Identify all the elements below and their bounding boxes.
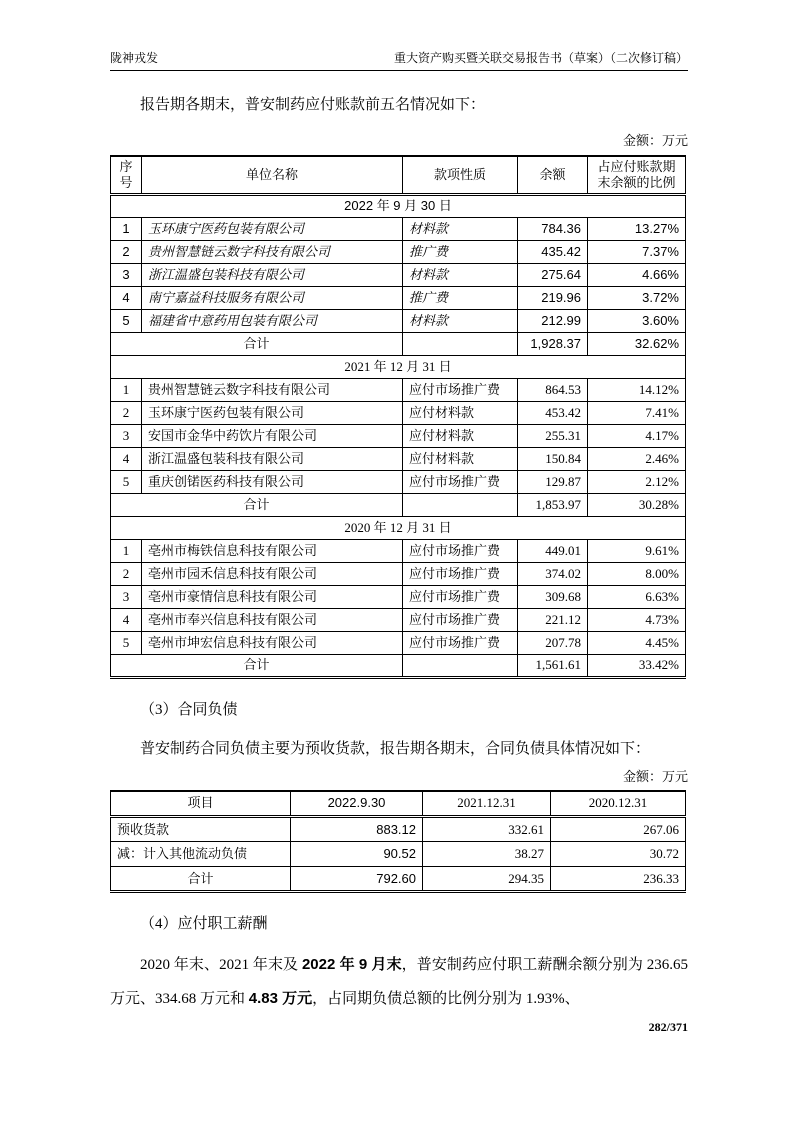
cell-seq: 4	[111, 608, 142, 631]
cell-company-name: 玉环康宁医药包装有限公司	[142, 401, 403, 424]
table-row	[111, 424, 686, 447]
intro-paragraph: 报告期各期末，普安制药应付账款前五名情况如下：	[140, 97, 486, 113]
total-label: 合计	[111, 867, 291, 892]
amount-unit-label-2: 金额：万元	[622, 768, 688, 784]
salary-bold-segment-date: 2022 年 9 月末	[301, 956, 402, 973]
cell-company-name: 安国市金华中药饮片有限公司	[142, 424, 403, 447]
cell-seq: 5	[111, 470, 142, 493]
cell-ratio: 2.12%	[588, 470, 686, 493]
cell-payment-nature: 应付材料款	[403, 401, 518, 424]
table-row	[111, 470, 686, 493]
cell-seq: 1	[111, 539, 142, 562]
cell-payment-nature: 材料款	[403, 309, 518, 332]
cell-balance: 435.42	[518, 240, 588, 263]
table-row	[111, 539, 686, 562]
cell-seq: 2	[111, 240, 142, 263]
cell-payment-nature: 应付市场推广费	[403, 562, 518, 585]
col-header-company: 单位名称	[142, 156, 403, 194]
cell-ratio: 4.45%	[588, 631, 686, 654]
table-row	[111, 286, 686, 309]
cell-company-name: 福建省中意药用包装有限公司	[142, 309, 403, 332]
section-4-heading: （4）应付职工薪酬	[140, 916, 268, 932]
running-header	[110, 50, 688, 71]
cell-company-name: 贵州智慧链云数字科技有限公司	[142, 378, 403, 401]
cell-payment-nature: 应付市场推广费	[403, 585, 518, 608]
table-header-row	[111, 791, 686, 817]
total-2022-value: 792.60	[291, 867, 423, 892]
cell-balance: 219.96	[518, 286, 588, 309]
col-header-item: 项目	[111, 791, 291, 817]
table-row	[111, 378, 686, 401]
cell-balance: 221.12	[518, 608, 588, 631]
cell-payment-nature: 应付材料款	[403, 447, 518, 470]
section-date-row-2020	[111, 516, 686, 539]
cell-company-name: 亳州市梅铁信息科技有限公司	[142, 539, 403, 562]
contract-liabilities-table	[110, 790, 686, 894]
cell-company-name: 重庆创锘医药科技有限公司	[142, 470, 403, 493]
cell-ratio: 4.66%	[588, 263, 686, 286]
cell-company-name: 亳州市奉兴信息科技有限公司	[142, 608, 403, 631]
cell-item-label: 减：计入其他流动负债	[111, 842, 291, 867]
col-header-2022-09-30: 2022.9.30	[291, 791, 423, 817]
cell-balance: 449.01	[518, 539, 588, 562]
cell-balance: 212.99	[518, 309, 588, 332]
cell-seq: 4	[111, 447, 142, 470]
section-date-row-2022	[111, 194, 686, 217]
salary-text-segment: ，普安制药应付职工薪酬余额分别为 236.65 万元、334.68 万元和	[110, 957, 688, 1007]
cell-payment-nature: 推广费	[403, 286, 518, 309]
total-ratio: 30.28%	[588, 493, 686, 516]
cell-ratio: 7.41%	[588, 401, 686, 424]
amount-unit-label-1: 金额：万元	[622, 133, 688, 148]
cell-ratio: 3.72%	[588, 286, 686, 309]
cell-company-name: 浙江温盛包装科技有限公司	[142, 263, 403, 286]
salary-bold-segment-amount: 4.83 万元	[248, 990, 313, 1007]
total-row-2021	[111, 493, 686, 516]
cell-balance: 150.84	[518, 447, 588, 470]
table-row	[111, 240, 686, 263]
cell-ratio: 4.73%	[588, 608, 686, 631]
section-date-2021: 2021 年 12 月 31 日	[111, 355, 686, 378]
section-3-heading: （3）合同负债	[140, 701, 238, 718]
cell-balance: 864.53	[518, 378, 588, 401]
cell-ratio: 3.60%	[588, 309, 686, 332]
cell-seq: 2	[111, 562, 142, 585]
cell-seq: 5	[111, 631, 142, 654]
total-balance: 1,561.61	[518, 654, 588, 677]
table-row	[111, 401, 686, 424]
table-row	[111, 842, 686, 867]
cell-company-name: 亳州市园禾信息科技有限公司	[142, 562, 403, 585]
section-date-2020: 2020 年 12 月 31 日	[111, 516, 686, 539]
cell-company-name: 亳州市坤宏信息科技有限公司	[142, 631, 403, 654]
cell-2021-value: 38.27	[423, 842, 551, 867]
cell-2022-value: 90.52	[291, 842, 423, 867]
table-row	[111, 263, 686, 286]
cell-ratio: 6.63%	[588, 585, 686, 608]
col-header-ratio: 占应付账款期末余额的比例	[588, 156, 686, 194]
cell-ratio: 4.17%	[588, 424, 686, 447]
table-row	[111, 608, 686, 631]
cell-seq: 1	[111, 378, 142, 401]
col-header-2020-12-31: 2020.12.31	[551, 791, 686, 817]
cell-seq: 5	[111, 309, 142, 332]
total-label: 合计	[111, 654, 403, 677]
total-label: 合计	[111, 493, 403, 516]
cell-company-name: 贵州智慧链云数字科技有限公司	[142, 240, 403, 263]
total-row-2020	[111, 654, 686, 677]
cell-company-name: 南宁嘉益科技服务有限公司	[142, 286, 403, 309]
total-balance: 1,853.97	[518, 493, 588, 516]
cell-seq: 3	[111, 263, 142, 286]
cell-ratio: 9.61%	[588, 539, 686, 562]
total-balance: 1,928.37	[518, 332, 588, 355]
header-report-title: 重大资产购买暨关联交易报告书（草案）（二次修订稿）	[393, 51, 688, 65]
cell-balance: 207.78	[518, 631, 588, 654]
cell-payment-nature: 应付市场推广费	[403, 539, 518, 562]
total-2021-value: 294.35	[423, 867, 551, 892]
cell-2022-value: 883.12	[291, 817, 423, 842]
cell-balance: 255.31	[518, 424, 588, 447]
cell-seq: 3	[111, 424, 142, 447]
col-header-2021-12-31: 2021.12.31	[423, 791, 551, 817]
cell-seq: 2	[111, 401, 142, 424]
cell-item-label: 预收货款	[111, 817, 291, 842]
empty-cell	[403, 332, 518, 355]
cell-2020-value: 30.72	[551, 842, 686, 867]
table-row	[111, 631, 686, 654]
table-header-row	[111, 156, 686, 194]
cell-ratio: 7.37%	[588, 240, 686, 263]
cell-2021-value: 332.61	[423, 817, 551, 842]
cell-ratio: 2.46%	[588, 447, 686, 470]
cell-seq: 3	[111, 585, 142, 608]
salary-paragraph	[110, 948, 688, 1016]
table-row	[111, 585, 686, 608]
cell-payment-nature: 应付市场推广费	[403, 470, 518, 493]
total-ratio: 32.62%	[588, 332, 686, 355]
col-header-balance: 余额	[518, 156, 588, 194]
cell-payment-nature: 推广费	[403, 240, 518, 263]
cell-ratio: 14.12%	[588, 378, 686, 401]
cell-balance: 784.36	[518, 217, 588, 240]
table-row	[111, 309, 686, 332]
cell-company-name: 亳州市豪情信息科技有限公司	[142, 585, 403, 608]
cell-company-name: 玉环康宁医药包装有限公司	[142, 217, 403, 240]
total-2020-value: 236.33	[551, 867, 686, 892]
total-ratio: 33.42%	[588, 654, 686, 677]
salary-text-segment: ，占同期负债总额的比例分别为 1.93%、	[312, 991, 580, 1007]
cell-payment-nature: 应付市场推广费	[403, 608, 518, 631]
cell-ratio: 8.00%	[588, 562, 686, 585]
contract-liabilities-paragraph: 普安制药合同负债主要为预收货款，报告期各期末，合同负债具体情况如下：	[140, 740, 651, 757]
table-row	[111, 447, 686, 470]
cell-payment-nature: 应付市场推广费	[403, 378, 518, 401]
salary-text-segment: 2020 年末、2021 年末及	[140, 957, 302, 973]
empty-cell	[403, 654, 518, 677]
cell-balance: 309.68	[518, 585, 588, 608]
col-header-nature: 款项性质	[403, 156, 518, 194]
cell-balance: 453.42	[518, 401, 588, 424]
table-row	[111, 562, 686, 585]
section-date-row-2021	[111, 355, 686, 378]
cell-payment-nature: 材料款	[403, 263, 518, 286]
total-row-2022	[111, 332, 686, 355]
cell-balance: 129.87	[518, 470, 588, 493]
cell-2020-value: 267.06	[551, 817, 686, 842]
cell-payment-nature: 应付材料款	[403, 424, 518, 447]
cell-payment-nature: 应付市场推广费	[403, 631, 518, 654]
table-row	[111, 217, 686, 240]
section-date-2022: 2022 年 9 月 30 日	[111, 194, 686, 217]
total-label: 合计	[111, 332, 403, 355]
page-number: 282/371	[648, 1020, 688, 1034]
cell-balance: 374.02	[518, 562, 588, 585]
payables-top5-table	[110, 155, 686, 679]
empty-cell	[403, 493, 518, 516]
cell-payment-nature: 材料款	[403, 217, 518, 240]
cell-seq: 4	[111, 286, 142, 309]
cell-seq: 1	[111, 217, 142, 240]
cell-company-name: 浙江温盛包装科技有限公司	[142, 447, 403, 470]
cell-balance: 275.64	[518, 263, 588, 286]
table-row	[111, 817, 686, 842]
cell-ratio: 13.27%	[588, 217, 686, 240]
header-company-short-name: 陇神戎发	[110, 51, 159, 65]
col-header-seq: 序号	[111, 156, 142, 194]
total-row	[111, 867, 686, 892]
